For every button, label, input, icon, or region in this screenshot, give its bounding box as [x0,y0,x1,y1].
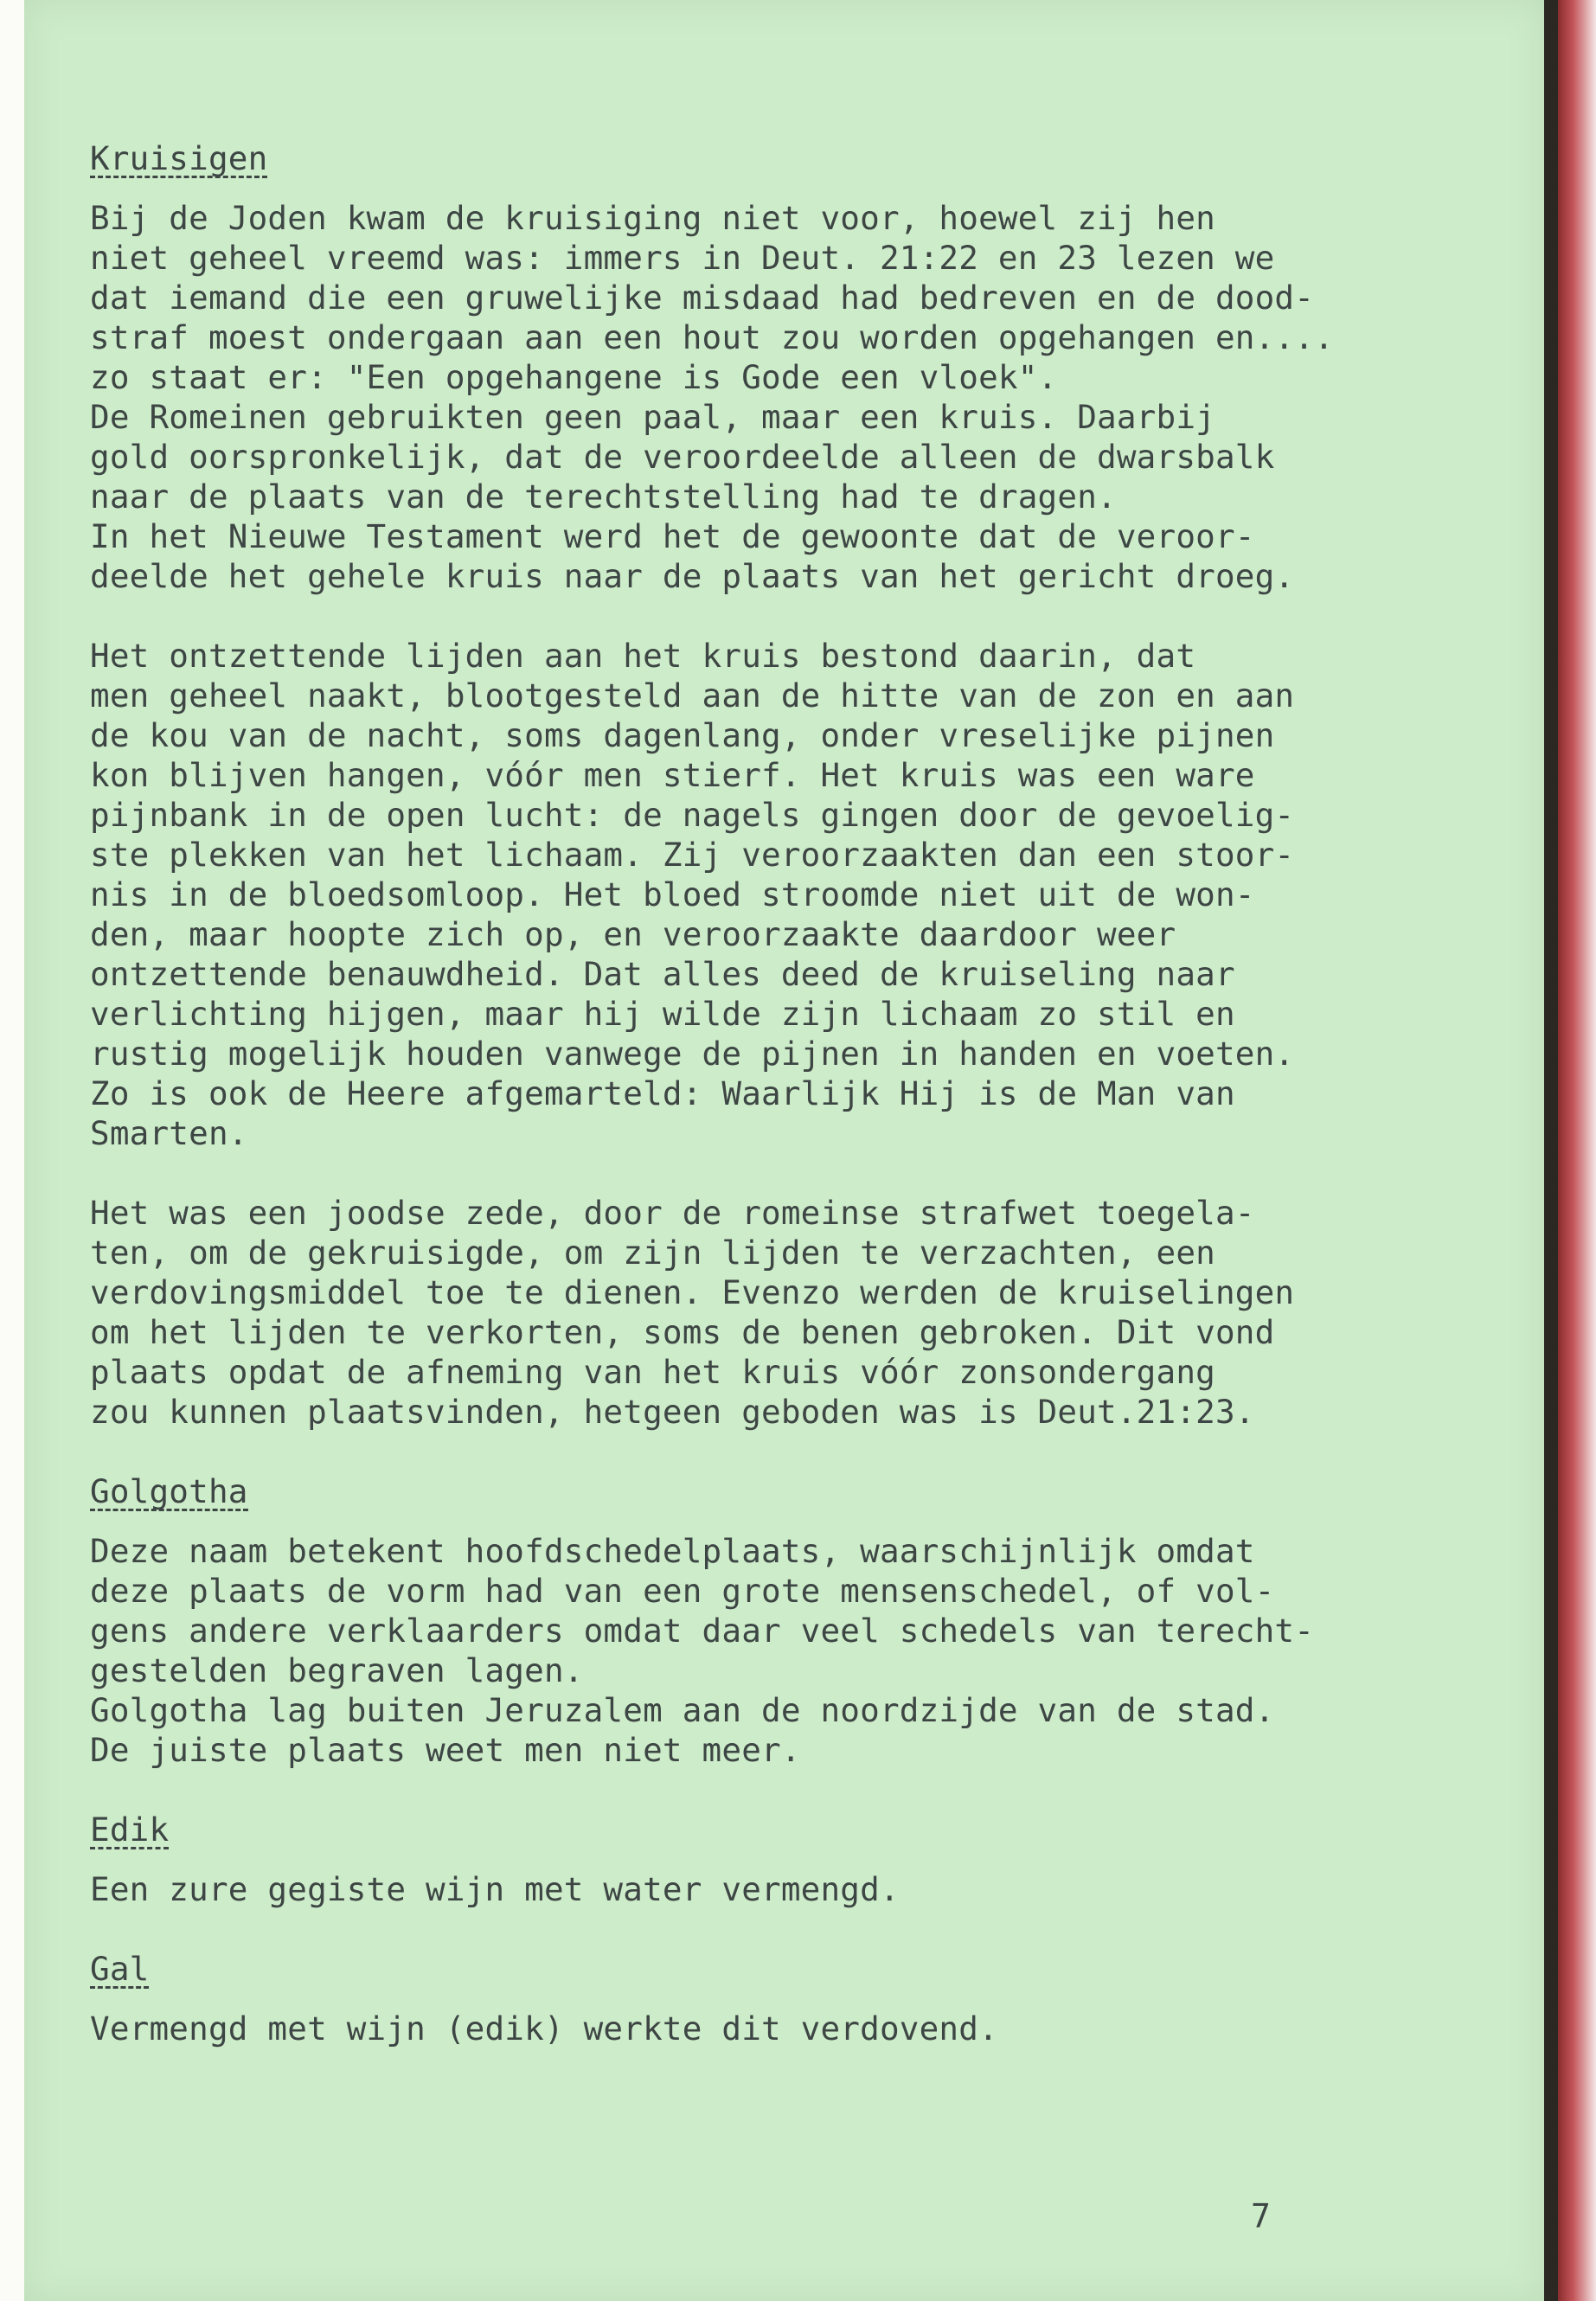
text-line: Smarten. [90,1114,248,1152]
text-line: kon blijven hangen, vóór men stierf. Het kruis was een ware [90,756,1255,794]
text-line: Zo is ook de Heere afgemarteld: Waarlijk Hij is de Man van [90,1074,1235,1112]
document-body [90,138,1439,2048]
text-line: deelde het gehele kruis naar de plaats van het gericht droeg. [90,557,1295,595]
text-line: ontzettende benauwdheid. Dat alles deed de kruiseling naar [90,955,1235,993]
paragraph [90,198,1439,596]
text-line: ste plekken van het lichaam. Zij veroorzaakten dan een stoor- [90,836,1295,874]
paragraph [90,1193,1439,1432]
text-line: deze plaats de vorm had van een grote mensenschedel, of vol- [90,1572,1275,1610]
text-line: den, maar hoopte zich op, en veroorzaakte daardoor weer [90,915,1176,953]
scan-border [0,0,24,2301]
paragraph [90,1869,1439,1909]
text-line: ten, om de gekruisigde, om zijn lijden te verzachten, een [90,1234,1215,1272]
binding-edge [1558,0,1596,2301]
text-line: nis in de bloedsomloop. Het bloed stroomde niet uit de won- [90,875,1255,913]
text-line: men geheel naakt, blootgesteld aan de hitte van de zon en aan [90,676,1295,715]
section-heading: Edik [90,1811,170,1849]
text-line: In het Nieuwe Testament werd het de gewoonte dat de veroor- [90,517,1255,555]
text-line: Het ontzettende lijden aan het kruis bestond daarin, dat [90,637,1196,675]
text-line: De juiste plaats weet men niet meer. [90,1731,801,1769]
text-line: zo staat er: "Een opgehangene is Gode een vloek". [90,358,1058,396]
text-line: straf moest ondergaan aan een hout zou worden opgehangen en.... [90,318,1334,356]
section-golgotha-heading-wrap [90,1471,1439,1511]
text-line: verdovingsmiddel toe te dienen. Evenzo werden de kruiselingen [90,1273,1295,1311]
paragraph [90,1531,1439,1770]
page-edge [1544,0,1558,2301]
section-edik-heading-wrap [90,1810,1439,1849]
paragraph [90,2009,1439,2048]
text-line: de kou van de nacht, soms dagenlang, onder vreselijke pijnen [90,716,1275,754]
text-line: De Romeinen gebruikten geen paal, maar een kruis. Daarbij [90,398,1215,436]
text-line: plaats opdat de afneming van het kruis vóór zonsondergang [90,1353,1215,1391]
section-heading: Kruisigen [90,139,268,177]
text-line: Deze naam betekent hoofdschedelplaats, waarschijnlijk omdat [90,1532,1255,1570]
text-line: verlichting hijgen, maar hij wilde zijn lichaam zo stil en [90,995,1235,1033]
text-line: Vermengd met wijn (edik) werkte dit verdovend. [90,2009,998,2048]
text-line: pijnbank in de open lucht: de nagels gingen door de gevoelig- [90,796,1295,834]
text-line: gold oorspronkelijk, dat de veroordeelde alleen de dwarsbalk [90,438,1275,476]
page-number: 7 [1251,2197,1271,2235]
text-line: Een zure gegiste wijn met water vermengd. [90,1870,900,1908]
text-line: dat iemand die een gruwelijke misdaad had bedreven en de dood- [90,279,1315,317]
text-line: zou kunnen plaatsvinden, hetgeen geboden was is Deut.21:23. [90,1393,1255,1431]
text-line: Bij de Joden kwam de kruisiging niet voor, hoewel zij hen [90,199,1215,237]
text-line: Golgotha lag buiten Jeruzalem aan de noordzijde van de stad. [90,1691,1275,1729]
text-line: gestelden begraven lagen. [90,1651,584,1689]
section-gal-heading-wrap [90,1949,1439,1989]
paragraph [90,636,1439,1153]
section-kruisigen-heading-wrap [90,138,1439,178]
text-line: gens andere verklaarders omdat daar veel schedels van terecht- [90,1612,1315,1650]
text-line: niet geheel vreemd was: immers in Deut. 21:22 en 23 lezen we [90,239,1275,277]
text-line: naar de plaats van de terechtstelling had te dragen. [90,478,1117,516]
text-line: Het was een joodse zede, door de romeinse strafwet toegela- [90,1194,1255,1232]
section-heading: Gal [90,1950,150,1988]
section-heading: Golgotha [90,1472,248,1510]
text-line: om het lijden te verkorten, soms de benen gebroken. Dit vond [90,1313,1275,1351]
text-line: rustig mogelijk houden vanwege de pijnen in handen en voeten. [90,1035,1295,1073]
